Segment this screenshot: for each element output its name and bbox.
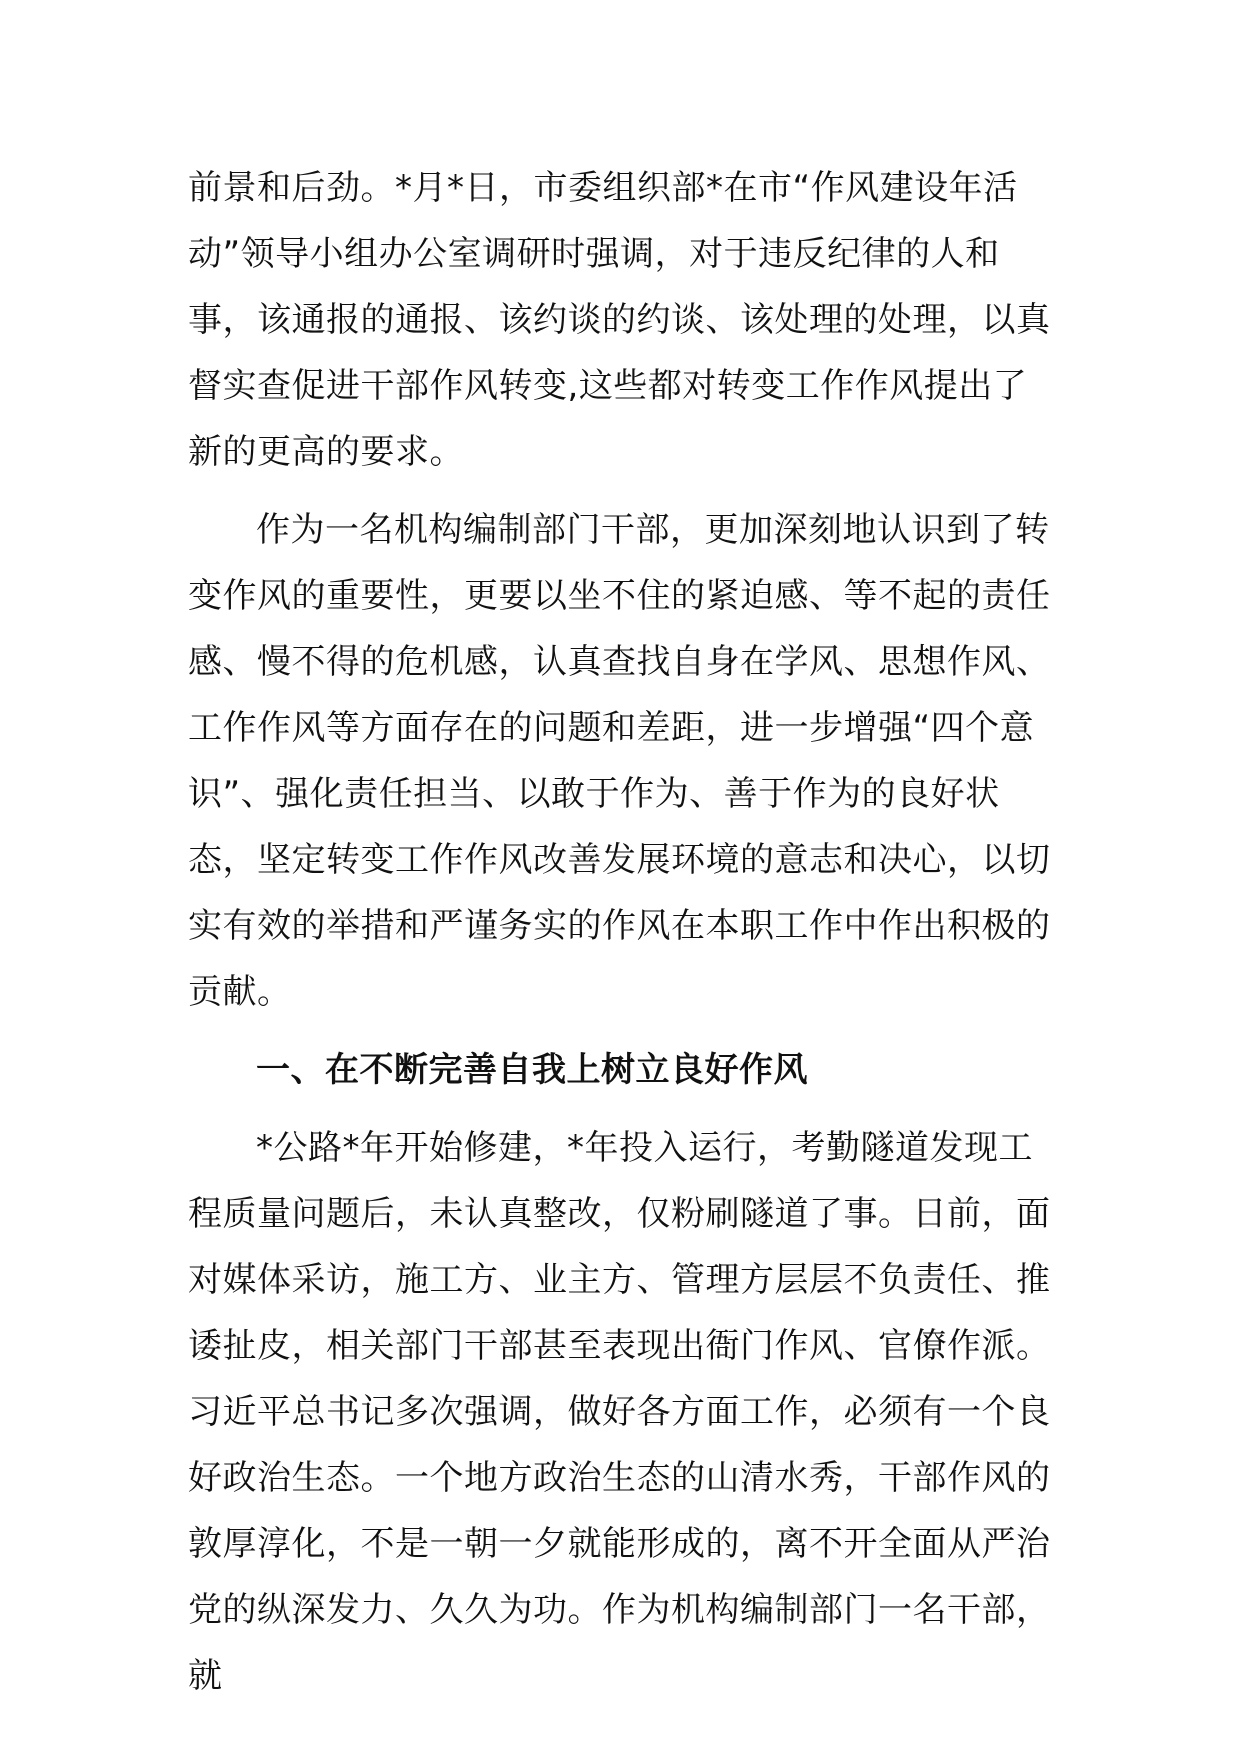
paragraph: 作为一名机构编制部门干部，更加深刻地认识到了转变作风的重要性，更要以坐不住的紧迫感、等不起的责任感、慢不得的危机感，认真查找自身在学风、思想作风、工作作风等方面存在的问题和差距，进一步增强“四个意识”、强化责任担当、以敢于作为、善于作为的良好状态，坚定转变工作作风改善发展环境的意志和决心，以切实有效的举措和严谨务实的作风在本职工作中作出积极的贡献。 bbox=[188, 510, 1051, 1012]
document-body bbox=[188, 155, 1058, 1721]
paragraph: *公路*年开始修建，*年投入运行，考勤隧道发现工程质量问题后，未认真整改，仅粉刷隧道了事。日前，面对媒体采访，施工方、业主方、管理方层层不负责任、推诿扯皮，相关部门干部甚至表现出衙门作风、官僚作派。习近平总书记多次强调，做好各方面工作，必须有一个良好政治生态。一个地方政治生态的山清水秀，干部作风的敦厚淳化，不是一朝一夕就能形成的，离不开全面从严治党的纵深发力、久久为功。作为机构编制部门一名干部，就 bbox=[188, 1128, 1051, 1696]
section-heading: 一、在不断完善自我上树立良好作风 bbox=[256, 1050, 808, 1090]
paragraph-continuation: 前景和后劲。*月*日，市委组织部*在市“作风建设年活动”领导小组办公室调研时强调，对于违反纪律的人和事，该通报的通报、该约谈的约谈、该处理的处理，以真督实查促进干部作风转变,这些都对转变工作作风提出了新的更高的要求。 bbox=[188, 168, 1051, 472]
